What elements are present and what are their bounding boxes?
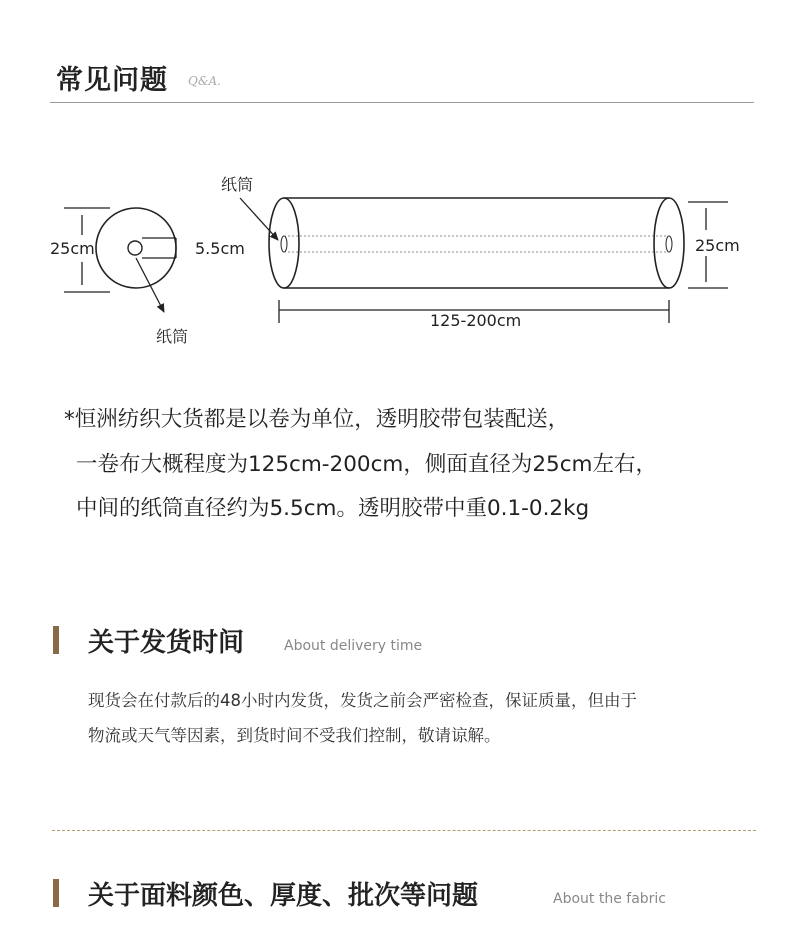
fabric-subtitle: About the fabric: [553, 891, 667, 907]
length-label: 125-200cm: [430, 311, 522, 330]
delivery-line-1: 现货会在付款后的48小时内发货，发货之前会严密检查，保证质量，但由于: [88, 691, 637, 710]
delivery-subtitle: About delivery time: [284, 638, 423, 654]
qa-divider: [50, 102, 754, 103]
roll-long-view: [221, 175, 740, 330]
cylinder-left-end: [269, 198, 299, 288]
core-arrow-bottom: [136, 258, 164, 312]
fabric-title: 关于面料颜色、厚度、批次等问题: [88, 881, 479, 911]
fabric-roll-diagram: [0, 160, 790, 360]
core-label-top: 纸筒: [221, 175, 254, 194]
delivery-accent-bar: [53, 626, 59, 654]
left-diameter-label: 25cm: [50, 239, 95, 258]
roll-side-view: [50, 208, 245, 346]
paragraph-line-2: 一卷布大概程度为125cm-200cm，侧面直径为25cm左右，: [76, 451, 657, 477]
section-divider: [52, 830, 756, 831]
roll-outer-circle: [96, 208, 176, 288]
delivery-text: [88, 683, 768, 753]
core-circle: [128, 241, 142, 255]
core-arrow-top: [240, 198, 278, 240]
paragraph-line-1: *恒洲纺织大货都是以卷为单位，透明胶带包装配送，: [64, 407, 570, 432]
paragraph-line-3: 中间的纸筒直径约为5.5cm。透明胶带中重0.1-0.2kg: [76, 496, 590, 521]
roll-info-paragraph: [64, 398, 764, 532]
qa-title: 常见问题: [56, 65, 168, 96]
right-diameter-label: 25cm: [695, 236, 740, 255]
core-label-bottom: 纸筒: [156, 327, 189, 346]
core-left-end: [281, 236, 287, 252]
cylinder-right-end: [654, 198, 684, 288]
core-right-end: [666, 236, 672, 252]
delivery-title: 关于发货时间: [88, 628, 245, 658]
delivery-line-2: 物流或天气等因素，到货时间不受我们控制，敬请谅解。: [88, 726, 501, 745]
qa-subtitle: Q&A.: [188, 74, 221, 88]
fabric-accent-bar: [53, 879, 59, 907]
hole-diameter-label: 5.5cm: [195, 239, 245, 258]
